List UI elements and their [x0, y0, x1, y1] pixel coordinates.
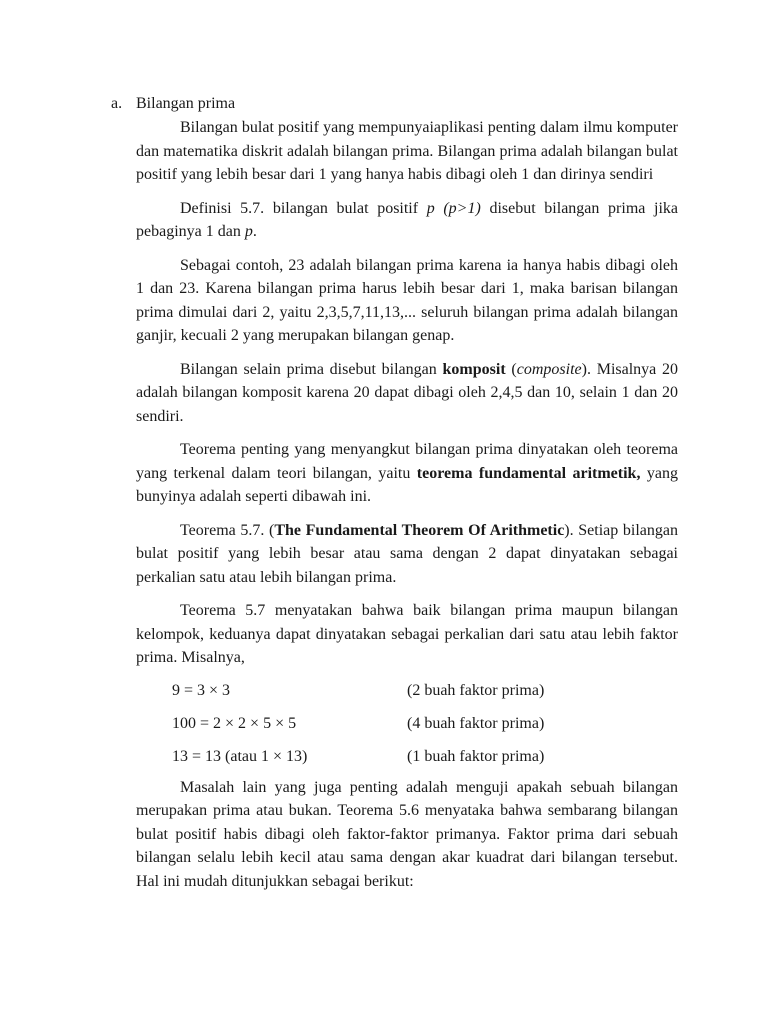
example-row	[172, 745, 678, 768]
example-note: (2 buah faktor prima)	[407, 681, 545, 699]
definition-variable-2: p	[244, 223, 253, 240]
fundamental-text-1: Teorema penting yang menyangkut bilangan prima dinyatakan oleh teorema yang terkenal dalam teori bilangan, yaitu	[136, 441, 678, 482]
example-expression: 9 = 3 × 3	[172, 681, 231, 699]
composite-text-2: (	[505, 360, 517, 378]
example-expression: 100 = 2 × 2 × 5 × 5	[172, 714, 297, 732]
paragraph-fundamental	[136, 438, 678, 509]
paragraph-explanation-text: Teorema 5.7 menyatakan bahwa baik bilangan prima maupun bilangan kelompok, keduanya dapat dinyatakan sebagai perkalian dari satu atau lebih faktor prima. Misalnya,	[136, 602, 678, 666]
section-title: Bilangan prima	[136, 95, 236, 112]
body-text	[136, 116, 678, 893]
fundamental-text-2: yang bunyinya adalah seperti dibawah ini.	[136, 464, 678, 505]
paragraph-intro-text: Bilangan bulat positif yang mempunyaiaplikasi penting dalam ilmu komputer dan matematika diskrit adalah bilangan prima. Bilangan prima adalah bilangan bulat positif yang lebih besar dari 1 yang hanya habis dibagi oleh 1 dan dirinya sendiri	[136, 119, 678, 183]
list-marker: a.	[111, 95, 123, 112]
theorem-text-2: ). Setiap bilangan bulat positif yang lebih besar atau sama dengan 2 dapat dinyatakan sebagai perkalian satu atau lebih bilangan prima.	[136, 521, 678, 586]
example-note: (4 buah faktor prima)	[407, 714, 545, 732]
section-heading	[111, 92, 235, 115]
fundamental-term: teorema fundamental aritmetik,	[416, 464, 641, 482]
paragraph-definition	[136, 197, 678, 244]
composite-term: komposit	[442, 360, 506, 378]
composite-text-3: ). Misalnya 20 adalah bilangan komposit karena 20 dapat dibagi oleh 2,4,5 dan 10, selain 1 dan 20 sendiri.	[136, 360, 679, 425]
paragraph-composite	[136, 358, 678, 429]
paragraph-example-text: Sebagai contoh, 23 adalah bilangan prima karena ia hanya habis dibagi oleh 1 dan 23. Karena bilangan prima harus lebih besar dari 1, maka barisan bilangan prima dimulai dari 2, yaitu 2,3,5,7,11,13,... seluruh bilangan prima adalah bilangan ganjir, kecuali 2 yang merupakan bilangan genap.	[136, 256, 678, 344]
definition-text-2: disebut bilangan prima jika pebaginya 1 dan	[136, 199, 678, 240]
paragraph-intro	[136, 116, 678, 187]
definition-text-1: Definisi 5.7. bilangan bulat positif	[180, 199, 427, 217]
paragraph-theorem	[136, 519, 678, 590]
factorization-examples	[172, 679, 678, 768]
example-note: (1 buah faktor prima)	[407, 747, 545, 765]
paragraph-example	[136, 254, 678, 348]
theorem-title: The Fundamental Theorem Of Arithmetic	[274, 521, 565, 539]
composite-term-english: composite	[516, 360, 582, 378]
paragraph-primality-test	[136, 776, 678, 894]
paragraph-primality-text: Masalah lain yang juga penting adalah menguji apakah sebuah bilangan merupakan prima atau bukan. Teorema 5.6 menyataka bahwa sembarang bilangan bulat positif habis dibagi oleh faktor-faktor primanya. Faktor prima dari sebuah bilangan selalu lebih kecil atau sama dengan akar kuadrat dari bilangan tersebut. Hal ini mudah ditunjukkan sebagai berikut:	[136, 778, 678, 890]
example-row	[172, 712, 678, 735]
composite-text-1: Bilangan selain prima disebut bilangan	[180, 360, 443, 378]
theorem-text-1: Teorema 5.7. (	[180, 521, 275, 539]
example-row	[172, 679, 678, 702]
definition-text-3: .	[252, 223, 257, 240]
paragraph-explanation	[136, 599, 678, 670]
definition-variable-1: p (p>1)	[426, 199, 481, 217]
example-expression: 13 = 13 (atau 1 × 13)	[172, 747, 308, 765]
